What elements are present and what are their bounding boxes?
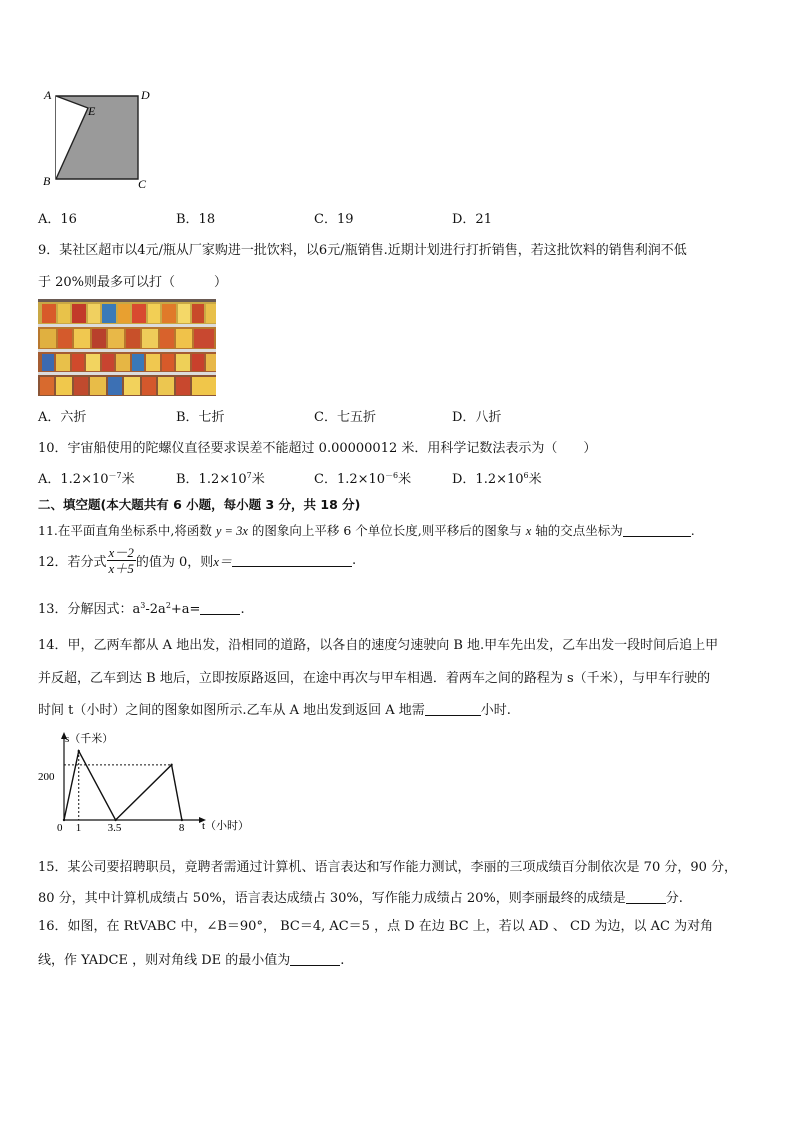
q10-option-a: A．$1.2\times 10^{-7}$米 [38, 471, 135, 487]
label-b: B [43, 174, 51, 188]
q13-line: 13．分解因式：$a^3-2a^2+a=$ . [38, 601, 245, 617]
shelf-row-1 [38, 302, 216, 324]
label-e: E [88, 104, 96, 118]
q14-answer-blank[interactable] [425, 703, 481, 716]
q8-option-d: D．21 [452, 212, 492, 227]
q10-line: 10．宇宙船使用的陀螺仪直径要求误差不能超过 0.00000012 米．用科学记数法表示为（ ） [38, 441, 597, 456]
q12-answer-blank[interactable] [232, 554, 352, 567]
data-point-1 [78, 750, 80, 752]
q9-option-c: C．七五折 [314, 410, 376, 425]
x-tick-label-8: 8 [178, 822, 185, 834]
q11-answer-blank[interactable] [623, 524, 691, 537]
q8-option-c: C．19 [314, 212, 354, 227]
q12-line: 12．若分式 $\frac{x-2}{x+5}$ 的值为 0，则x＝ . [38, 545, 357, 576]
q10-option-d: D．$1.2\times 10^6$米 [452, 471, 542, 487]
q9-option-d: D．八折 [452, 410, 502, 425]
q14-line-2: 并反超，乙车到达 B 地后，立即按原路返回，在途中再次与甲车相遇．着两车之间的路程为 s（千米），与甲车行驶的 [38, 671, 711, 686]
supermarket-shelf-photo [38, 299, 216, 396]
section-2-heading: 二、填空题(本大题共有 6 小题，每小题 3 分，共 18 分) [38, 497, 361, 512]
q9-option-b: B．七折 [176, 410, 225, 425]
data-point-3 [170, 764, 172, 766]
q8-square-figure [38, 84, 158, 192]
q8-option-b: B．18 [176, 212, 216, 227]
q14-line-1: 14．甲，乙两车都从 A 地出发，沿相同的道路，以各自的速度匀速驶向 B 地.甲车先出发，乙车出发一段时间后追上甲 [38, 638, 719, 653]
y-axis-label: s（千米） [65, 733, 114, 745]
series-line [64, 751, 182, 820]
q9-line-2: 于 20%则最多可以打（ ） [38, 275, 228, 290]
x-axis-label: t（小时） [202, 820, 250, 832]
q14-line-3: 时间 t（小时）之间的图象如图所示.乙车从 A 地出发到返回 A 地需 小时. [38, 703, 511, 718]
q11-line: 11.在平面直角坐标系中,将函数 y = 3x 的图象向上平移 6 个单位长度,则平移后的图象与 x 轴的交点坐标为 . [38, 523, 695, 538]
data-point-0 [63, 819, 65, 821]
label-a: A [44, 88, 52, 102]
shelf-row-2 [38, 327, 216, 349]
y-tick-200: 200 [38, 771, 55, 783]
shelf-row-4 [38, 375, 216, 396]
q16-answer-blank[interactable] [290, 953, 340, 966]
q9-option-a: A．六折 [38, 410, 87, 425]
q16-line-2: 线，作 YADCE ，则对角线 DE 的最小值为 . [38, 953, 345, 968]
shelf-row-3 [38, 352, 216, 372]
q13-answer-blank[interactable] [200, 602, 240, 615]
label-d: D [141, 88, 150, 102]
q10-option-b: B．$1.2\times 10^7$米 [176, 471, 265, 487]
x-tick-label-3.5: 3.5 [107, 822, 122, 834]
q9-line-1: 9．某社区超市以4元/瓶从厂家购进一批饮料，以6元/瓶销售.近期计划进行打折销售，若这批饮料的销售利润不低 [38, 243, 687, 258]
q14-distance-time-chart [34, 728, 254, 838]
q16-line-1: 16．如图，在 RtVABC 中，∠B＝90°， BC＝4, AC＝5 ，点 D 在边 BC 上，若以 AD 、 CD 为边，以 AC 为对角 [38, 919, 714, 934]
data-point-4 [181, 819, 183, 821]
q15-line-2: 80 分，其中计算机成绩占 50%，语言表达成绩占 30%，写作能力成绩占 20%，则李丽最终的成绩是 分. [38, 891, 683, 906]
x-tick-label-1: 1 [75, 822, 82, 834]
q15-answer-blank[interactable] [626, 891, 666, 904]
q10-option-c: C．$1.2\times 10^{-6}$米 [314, 471, 412, 487]
q12-fraction: $\frac{x-2}{x+5}$ [108, 545, 134, 576]
q8-option-a: A．16 [38, 212, 77, 227]
data-point-2 [114, 819, 116, 821]
label-c: C [138, 177, 147, 191]
x-tick-label-0: 0 [57, 822, 63, 834]
q15-line-1: 15．某公司要招聘职员，竟聘者需通过计算机、语言表达和写作能力测试，李丽的三项成绩百分制依次是 70 分，90 分， [38, 860, 738, 875]
